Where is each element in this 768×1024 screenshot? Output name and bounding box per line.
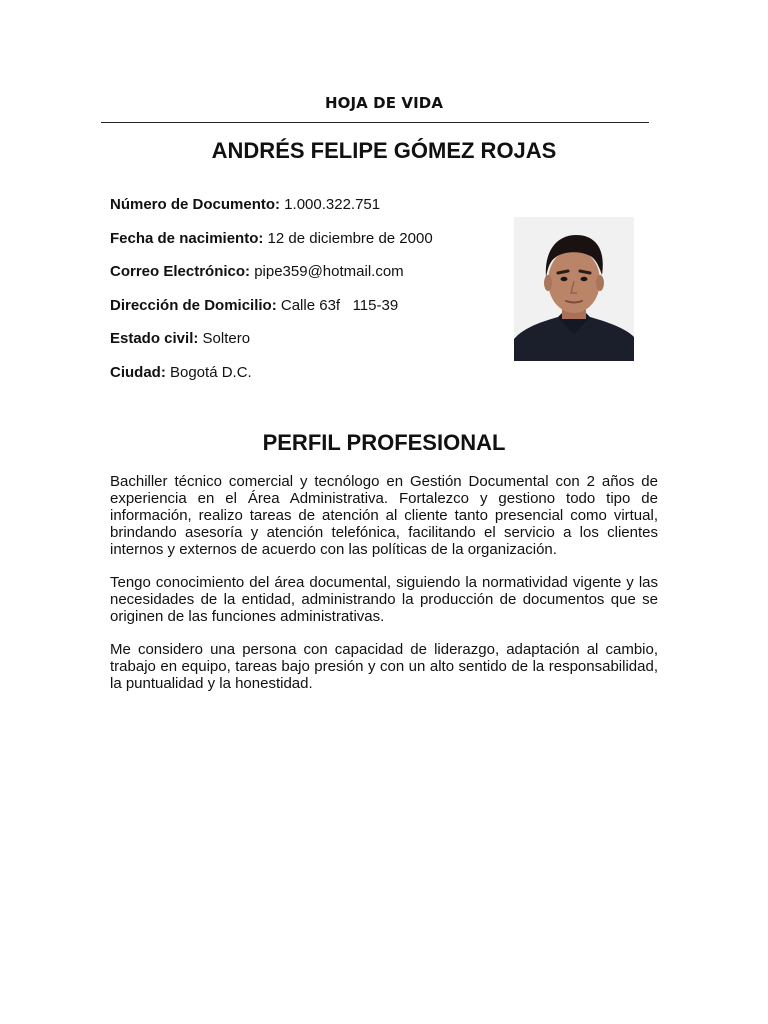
header-divider	[101, 122, 649, 123]
info-value: Soltero	[198, 330, 251, 348]
info-label: Estado civil:	[110, 330, 199, 348]
profile-paragraph: Tengo conocimiento del área documental, siguiendo la normatividad vigente y las necesidades de la entidad, administrando la producción de documentos que se originen de las funciones administrativas.	[110, 574, 658, 625]
info-row-city	[110, 364, 500, 382]
profile-photo	[514, 217, 634, 361]
info-row-address	[110, 297, 500, 315]
profile-paragraph: Me considero una persona con capacidad de liderazgo, adaptación al cambio, trabajo en equipo, tareas bajo presión y con un alto sentido de la responsabilidad, la puntualidad y la honestidad.	[110, 641, 658, 692]
info-row-birth-date	[110, 230, 500, 248]
profile-section	[110, 473, 658, 708]
info-label: Correo Electrónico:	[110, 263, 251, 281]
portrait-illustration	[514, 217, 634, 361]
info-label: Número de Documento:	[110, 196, 281, 213]
info-value: Calle 63f 115-39	[276, 296, 399, 314]
candidate-name: ANDRÉS FELIPE GÓMEZ ROJAS	[211, 138, 557, 163]
profile-paragraph: Bachiller técnico comercial y tecnólogo en Gestión Documental con 2 años de experiencia en el Área Administrativa. Fortalezco y gestiono todo tipo de información, realizo tareas de atención al cliente tanto presencial como virtual, brindando asesoría y atención telefónica, facilitando el servicio a los clientes internos y externos de acuerdo con las políticas de la organización.	[110, 473, 658, 558]
info-value: Bogotá D.C.	[165, 363, 252, 381]
info-row-marital-status	[110, 330, 500, 348]
personal-info-list	[110, 196, 500, 398]
right-eye	[581, 277, 588, 281]
info-row-email	[110, 263, 500, 281]
info-value: 12 de diciembre de 2000	[263, 229, 433, 247]
left-eyebrow	[558, 271, 568, 273]
info-label: Dirección de Domicilio:	[110, 296, 277, 314]
right-ear	[596, 275, 604, 291]
info-label: Fecha de nacimiento:	[110, 229, 264, 247]
left-eye	[561, 277, 568, 281]
info-value: 1.000.322.751	[280, 196, 381, 213]
info-row-document-number	[110, 196, 500, 214]
right-eyebrow	[580, 271, 590, 273]
document-header: HOJA DE VIDA	[324, 94, 444, 112]
section-title-profile: PERFIL PROFESIONAL	[262, 430, 506, 455]
left-ear	[544, 275, 552, 291]
info-label: Ciudad:	[110, 363, 166, 381]
info-value: pipe359@hotmail.com	[250, 263, 404, 281]
